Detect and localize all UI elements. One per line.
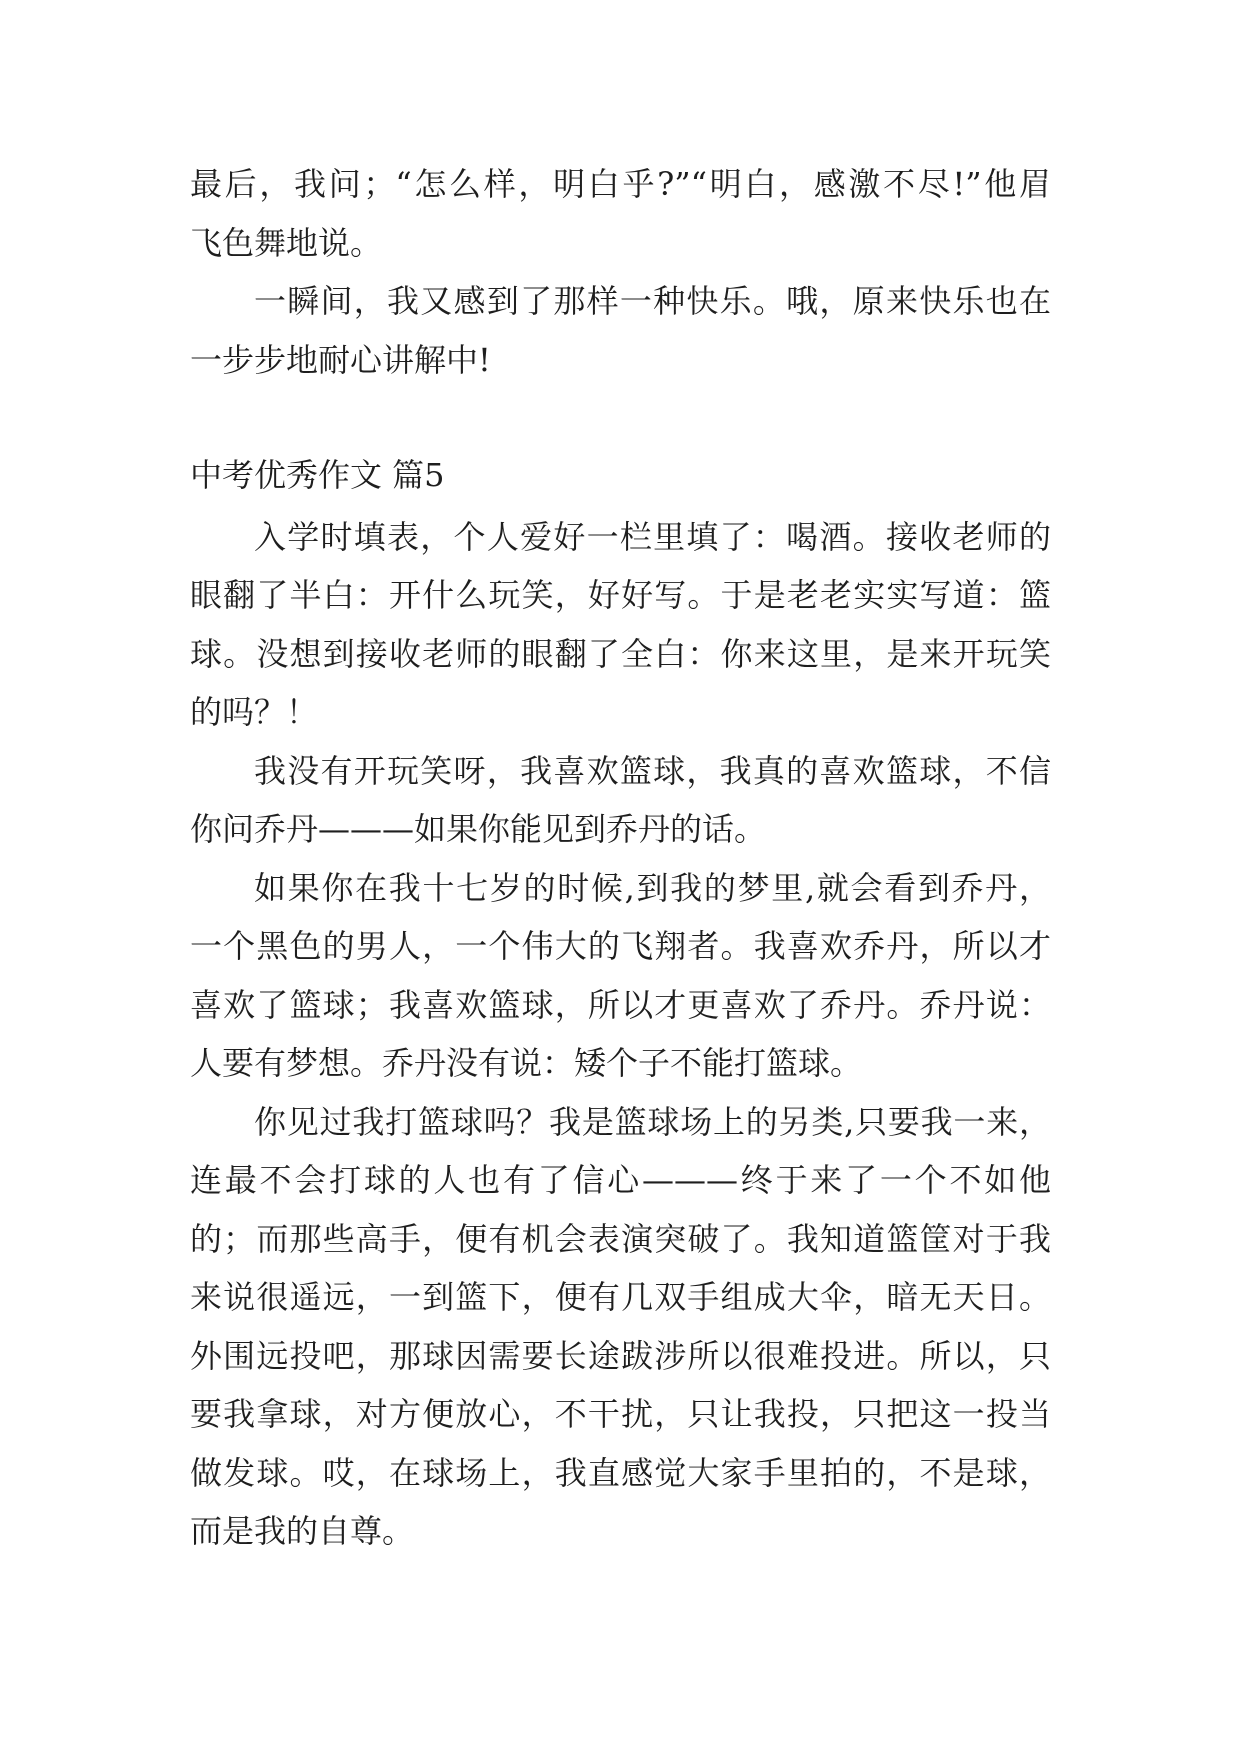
text-line: 球。没想到接收老师的眼翻了全白：你来这里，是来开玩笑 <box>190 634 1051 673</box>
paragraph-essay-4 <box>190 1093 1051 1561</box>
essay-heading-block <box>190 446 1051 505</box>
text-line: 我没有开玩笑呀，我喜欢篮球，我真的喜欢篮球，不信 <box>254 751 1051 790</box>
text-line: 来说很遥远，一到篮下，便有几双手组成大伞，暗无天日。 <box>190 1278 1051 1316</box>
text-line: 而是我的自尊。 <box>190 1512 415 1550</box>
paragraph-previous-ending-2 <box>190 272 1051 389</box>
text-line: 人要有梦想。乔丹没有说：矮个子不能打篮球。 <box>190 1044 863 1082</box>
text-line: 飞色舞地说。 <box>190 223 383 262</box>
text-line: 的；而那些高手，便有机会表演突破了。我知道篮筐对于我 <box>190 1219 1051 1258</box>
paragraph-essay-3 <box>190 859 1051 1093</box>
essay-heading: 中考优秀作文 篇5 <box>190 456 445 494</box>
text-line: 入学时填表，个人爱好一栏里填了：喝酒。接收老师的 <box>254 517 1051 556</box>
text-line: 的吗？！ <box>190 693 319 731</box>
text-line: 一步步地耐心讲解中! <box>190 340 491 379</box>
document-text-area <box>190 155 1051 1561</box>
text-line: 如果你在我十七岁的时候,到我的梦里,就会看到乔丹， <box>254 868 1051 907</box>
text-line: 最后，我问；“怎么样，明白乎?”“明白，感激不尽!”他眉 <box>190 165 1051 203</box>
text-line: 一个黑色的男人，一个伟大的飞翔者。我喜欢乔丹，所以才 <box>190 927 1051 965</box>
text-line: 外围远投吧，那球因需要长途跋涉所以很难投进。所以，只 <box>190 1336 1051 1375</box>
paragraph-previous-ending-1 <box>190 155 1051 272</box>
text-line: 你见过我打篮球吗？我是篮球场上的另类,只要我一来， <box>254 1102 1051 1141</box>
text-line: 喜欢了篮球；我喜欢篮球，所以才更喜欢了乔丹。乔丹说： <box>190 985 1051 1024</box>
text-line: 做发球。哎，在球场上，我直感觉大家手里拍的，不是球， <box>190 1453 1051 1492</box>
text-line: 眼翻了半白：开什么玩笑，好好写。于是老老实实写道：篮 <box>190 576 1051 614</box>
text-line: 连最不会打球的人也有了信心———终于来了一个不如他 <box>190 1161 1051 1199</box>
paragraph-essay-1 <box>190 508 1051 742</box>
text-line: 一瞬间，我又感到了那样一种快乐。哦，原来快乐也在 <box>254 282 1051 320</box>
paragraph-essay-2 <box>190 742 1051 859</box>
text-line: 要我拿球，对方便放心，不干扰，只让我投，只把这一投当 <box>190 1395 1051 1433</box>
text-line: 你问乔丹———如果你能见到乔丹的话。 <box>190 810 767 848</box>
